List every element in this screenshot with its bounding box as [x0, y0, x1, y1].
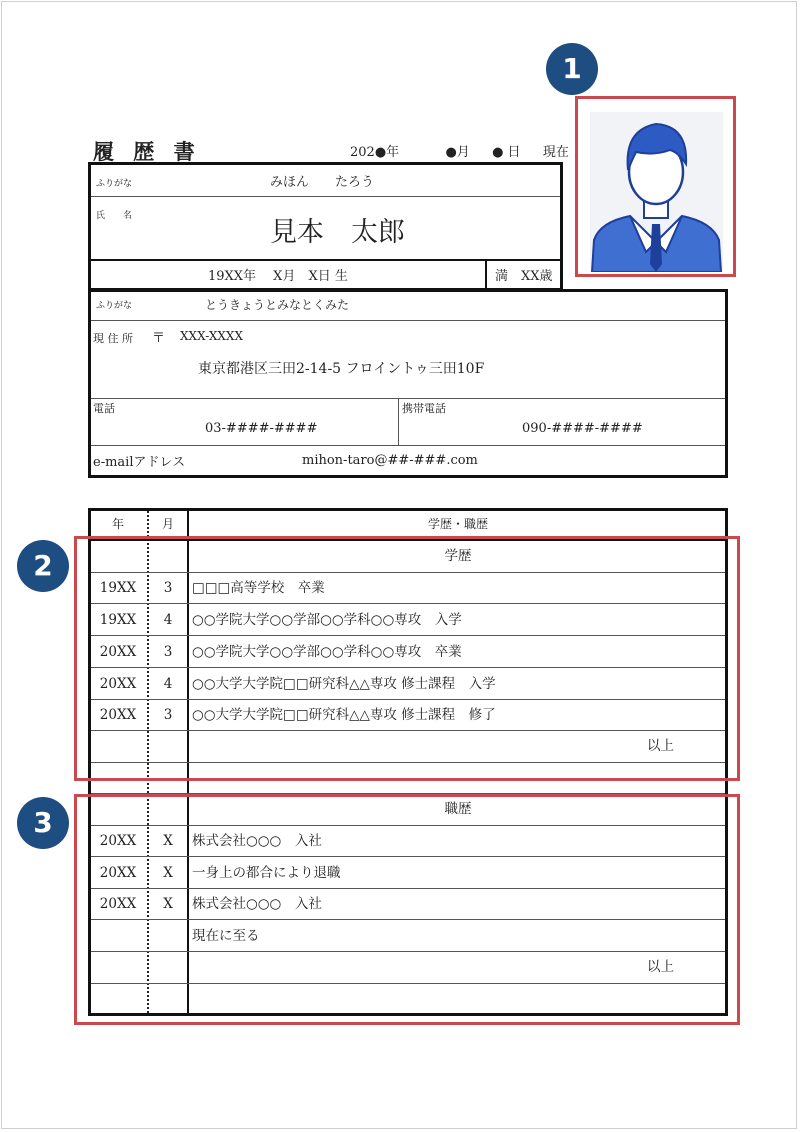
- postal-mark: 〒: [152, 331, 166, 346]
- postal-code: XXX-XXXX: [180, 329, 243, 343]
- mobile-label: 携帯電話: [402, 402, 446, 415]
- work-end: 以上: [647, 959, 674, 975]
- row-text: 株式会社○○○ 入社: [192, 833, 322, 849]
- work-highlight: [74, 794, 740, 1025]
- row-text: ○○学院大学○○学部○○学科○○専攻 卒業: [192, 644, 462, 660]
- birth-date: 19XX年 X月 X日 生: [208, 269, 348, 284]
- row-month: X: [163, 896, 173, 912]
- row-text: ○○大学大学院□□研究科△△専攻 修士課程 修了: [192, 707, 496, 723]
- phone-label: 電話: [93, 402, 115, 415]
- name-furigana-label: ふりがな: [96, 179, 133, 189]
- row-text: 株式会社○○○ 入社: [192, 896, 322, 912]
- row-text: ○○大学大学院□□研究科△△専攻 修士課程 入学: [192, 676, 496, 692]
- full-name: 見本 太郎: [270, 217, 405, 248]
- date-month: ●月: [445, 145, 470, 160]
- row-month: X: [163, 833, 173, 849]
- address-furigana: とうきょうとみなとくみた: [205, 298, 350, 312]
- date-day: ● 日: [492, 145, 521, 160]
- row-month: 3: [163, 707, 173, 723]
- row-text: 一身上の都合により退職: [192, 865, 341, 881]
- work-heading: 職歴: [444, 801, 472, 817]
- age: 満 XX歳: [495, 269, 553, 284]
- education-end: 以上: [647, 738, 674, 754]
- row-year: 19XX: [99, 580, 137, 596]
- document-date: [350, 141, 569, 160]
- education-heading: 学歴: [444, 548, 472, 564]
- row-year: 20XX: [99, 896, 137, 912]
- badge-1: 1: [546, 43, 598, 95]
- row-month: 3: [163, 580, 173, 596]
- row-year: 20XX: [99, 707, 137, 723]
- mobile: 090-####-####: [522, 421, 643, 436]
- address-label: 現 住 所: [93, 332, 133, 345]
- address-section: [88, 289, 728, 478]
- name-furigana: みほん たろう: [270, 175, 375, 190]
- row-year: 20XX: [99, 833, 137, 849]
- row-text: ○○学院大学○○学部○○学科○○専攻 入学: [192, 612, 462, 628]
- row-year: 19XX: [99, 612, 137, 628]
- education-highlight: [74, 536, 740, 781]
- photo-highlight: [575, 96, 736, 277]
- header-month: 月: [161, 517, 174, 531]
- header-content: 学歴・職歴: [427, 517, 488, 531]
- email-label: e-mailアドレス: [93, 455, 186, 470]
- row-year: 20XX: [99, 676, 137, 692]
- row-year: 20XX: [99, 865, 137, 881]
- date-suffix: 現在: [542, 145, 569, 160]
- phone: 03-####-####: [205, 421, 318, 436]
- row-month: 4: [163, 612, 173, 628]
- name-label: 氏 名: [96, 211, 133, 221]
- row-month: X: [163, 865, 173, 881]
- address-furigana-label: ふりがな: [96, 301, 133, 311]
- header-year: 年: [111, 517, 124, 531]
- document-title: 履 歴 書: [93, 139, 201, 164]
- row-text: □□□高等学校 卒業: [192, 580, 325, 596]
- address: 東京都港区三田2-14-5 フロイントゥ三田10F: [198, 361, 485, 377]
- email: mihon-taro@##-###.com: [302, 453, 478, 468]
- row-month: 4: [163, 676, 173, 692]
- badge-3: 3: [17, 797, 69, 849]
- row-text: 現在に至る: [192, 928, 260, 944]
- row-month: 3: [163, 644, 173, 660]
- date-year: 202●年: [350, 145, 400, 160]
- badge-2: 2: [17, 540, 69, 592]
- row-year: 20XX: [99, 644, 137, 660]
